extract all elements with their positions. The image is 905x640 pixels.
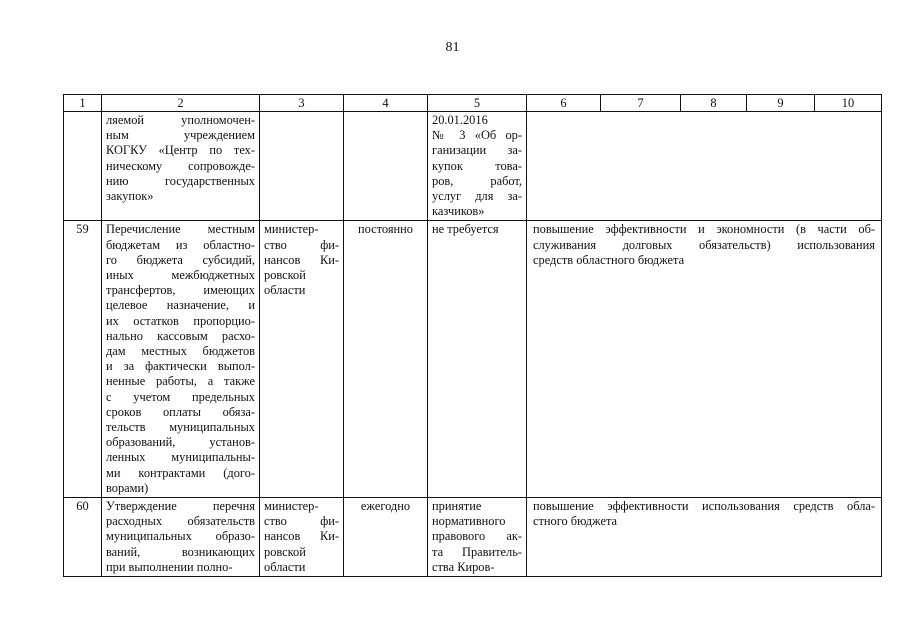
cell-text-line: нансов Ки- [264, 529, 339, 544]
cell-text-line: области [264, 283, 306, 298]
cell-text-line: муниципальных образо- [106, 529, 255, 544]
header-cell: 10 [815, 95, 882, 112]
cell-text-line: ным учреждением [106, 128, 255, 143]
header-cell: 2 [102, 95, 260, 112]
cell-text-line: ство фи- [264, 514, 339, 529]
cell-text-line: ство фи- [264, 237, 339, 252]
result-cell [527, 221, 882, 498]
cell-text-line: закупок» [106, 189, 154, 204]
cell-text-line: принятие [432, 499, 482, 514]
cell-text-line: стного бюджета [533, 514, 618, 529]
table-row [64, 221, 882, 498]
term-cell: ежегодно [344, 498, 428, 577]
cell-text-line: сроков оплаты обяза- [106, 404, 255, 419]
header-cell: 4 [344, 95, 428, 112]
header-cell: 5 [428, 95, 527, 112]
cell-text-line: го бюджета субсидий, [106, 252, 255, 267]
cell-text-line: правового ак- [432, 529, 522, 544]
basis-cell [428, 498, 527, 577]
row-number [64, 112, 102, 221]
header-cell: 9 [747, 95, 815, 112]
cell-text-line: ваний, возникающих [106, 544, 255, 559]
cell-text-line: образований, установ- [106, 435, 255, 450]
plan-table [63, 94, 882, 577]
cell-text-line: повышение эффективности и экономности (в части об- [533, 222, 875, 237]
cell-text-line: бюджетам из областно- [106, 237, 255, 252]
cell-text-line: ническому сопровожде- [106, 158, 255, 173]
header-cell: 7 [601, 95, 681, 112]
cell-text-line: ства Киров- [432, 559, 495, 574]
cell-text-line: Утверждение перечня [106, 499, 255, 514]
cell-text-line: с учетом предельных [106, 389, 255, 404]
description-cell [102, 221, 260, 498]
basis-cell [428, 221, 527, 498]
term-cell [344, 112, 428, 221]
header-cell: 3 [260, 95, 344, 112]
cell-text-line: КОГКУ «Центр по тех- [106, 143, 255, 158]
header-cell: 1 [64, 95, 102, 112]
cell-text-line: ми контрактами (дого- [106, 465, 255, 480]
cell-text-line: ганизации за- [432, 143, 522, 158]
page-number: 81 [445, 40, 460, 55]
term-cell: постоянно [344, 221, 428, 498]
cell-text-line: ров, работ, [432, 173, 522, 188]
cell-text-line: средств областного бюджета [533, 252, 685, 267]
description-cell [102, 112, 260, 221]
cell-text-line: услуг для за- [432, 189, 522, 204]
cell-text-line: их остатков пропорцио- [106, 313, 255, 328]
cell-text-line: Перечисление местным [106, 222, 255, 237]
cell-text-line: ляемой уполномочен- [106, 113, 255, 127]
header-row [64, 95, 882, 112]
executor-cell [260, 498, 344, 577]
table-row [64, 112, 882, 221]
result-cell [527, 498, 882, 577]
cell-text-line: нансов Ки- [264, 252, 339, 267]
cell-text-line: та Правитель- [432, 544, 522, 559]
cell-text-line: области [264, 559, 306, 574]
cell-text-line: при выполнении полно- [106, 559, 233, 574]
cell-text-line: министер- [264, 222, 319, 237]
cell-text-line: и за фактически выпол- [106, 359, 255, 374]
cell-text-line: ненные работы, а также [106, 374, 255, 389]
cell-text-line: дам местных бюджетов [106, 344, 255, 359]
description-cell [102, 498, 260, 577]
header-cell: 8 [681, 95, 747, 112]
cell-text-line: министер- [264, 499, 319, 514]
executor-cell [260, 112, 344, 221]
basis-cell [428, 112, 527, 221]
cell-text-line: купок това- [432, 158, 522, 173]
cell-text-line: ленных муниципальны- [106, 450, 255, 465]
cell-text-line: иных межбюджетных [106, 268, 255, 283]
executor-cell [260, 221, 344, 498]
table-row [64, 498, 882, 577]
cell-text-line: № 3 «Об ор- [432, 128, 522, 143]
cell-text-line: ворами) [106, 480, 149, 495]
cell-text-line: 20.01.2016 [432, 113, 488, 127]
cell-text-line: ровской [264, 268, 306, 283]
cell-text-line: не требуется [432, 222, 499, 237]
cell-text-line: повышение эффективности использования средств обла- [533, 499, 875, 514]
cell-text-line: нально кассовым расхо- [106, 328, 255, 343]
cell-text-line: тельств муниципальных [106, 420, 255, 435]
cell-text-line: ровской [264, 544, 306, 559]
cell-text-line: расходных обязательств [106, 514, 255, 529]
cell-text-line: целевое назначение, и [106, 298, 255, 313]
cell-text-line: служивания долговых обязательств) использования [533, 237, 875, 252]
cell-text-line: нормативного [432, 514, 506, 529]
cell-text-line: казчиков» [432, 204, 485, 219]
row-number: 59 [64, 221, 102, 498]
cell-text-line: трансфертов, имеющих [106, 283, 255, 298]
result-cell [527, 112, 882, 221]
header-cell: 6 [527, 95, 601, 112]
row-number: 60 [64, 498, 102, 577]
cell-text-line: нию государственных [106, 173, 255, 188]
